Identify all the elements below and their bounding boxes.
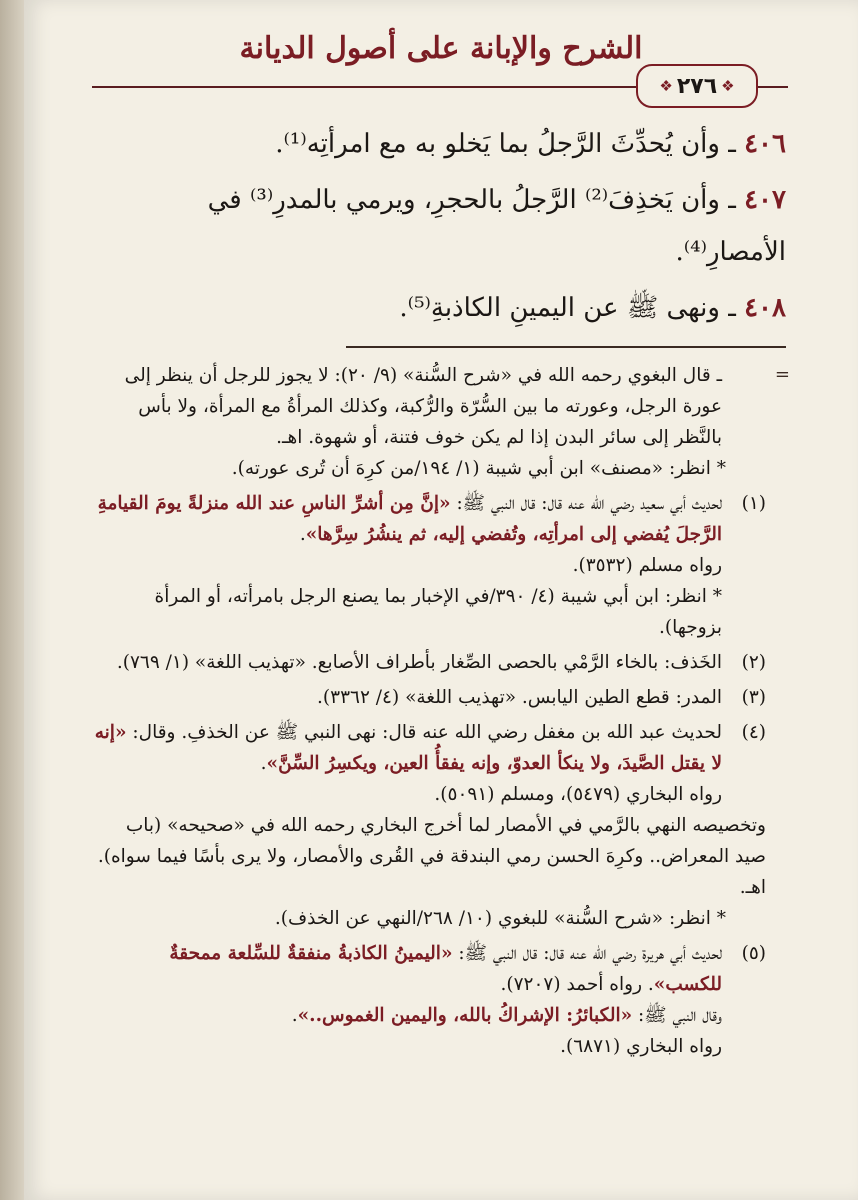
hadith-source: رواه البخاري (٦٨٧١). [560, 1036, 722, 1057]
clause-text: ـ وأن يَخذِفَ⁽²⁾ الرَّجلُ بالحجرِ، ويرمي بالمدرِ⁽³⁾ في الأمصارِ⁽⁴⁾. [207, 185, 786, 267]
footnotes [90, 360, 766, 1062]
footnote-hadith [90, 938, 722, 1000]
see-reference: * انظر: «مصنف» ابن أبي شيبة (١/ ١٩٤/من كرِهَ أن تُرى عورته). [231, 458, 726, 479]
footnote-number: (٣) [741, 687, 766, 708]
footnote-text: الخَذف: بالخاء الرَّمْي بالحصى الصِّغار بأطراف الأصابع. «تهذيب اللغة» (١/ ٧٦٩). [116, 652, 722, 673]
hadith-source: رواه البخاري (٥٤٧٩)، ومسلم (٥٠٩١). [434, 784, 722, 805]
hadith-quote: «إنه لا يقتل الصَّيدَ، ولا ينكأ العدوّ، وإنه يفقأُ العين، ويكسِرُ السِّنَّ» [94, 722, 722, 774]
page-number: ٢٧٦ [676, 73, 718, 99]
footnote-number: (١) [741, 493, 766, 514]
footnote-4-commentary: وتخصيصه النهي بالرَّمي في الأمصار لما أخرج البخاري رحمه الله في «صحيحه» (باب صيد المعراض.. وكرِهَ الحسن رمي البندقة في القُرى والأمصار، ولا يرى بأسًا فيما سواه). اهـ. [97, 815, 766, 898]
hadith-after: . [291, 1005, 298, 1026]
clause-407 [90, 174, 786, 278]
footnote-4 [90, 717, 766, 810]
clause-number: ٤٠٧ [744, 185, 786, 215]
footnote-number: (٥) [741, 943, 766, 964]
clause-number: ٤٠٦ [744, 129, 786, 159]
main-text [90, 118, 786, 338]
hadith-intro: لحديث أبي سعيد رضي الله عنه قال: قال النبي ﷺ: [450, 493, 722, 514]
see-reference: * انظر: ابن أبي شيبة (٤/ ٣٩٠/في الإخبار بما يصنع الرجل بامرأته، أو المرأة بزوجها). [154, 586, 722, 638]
footnote-number: (٢) [741, 652, 766, 673]
hadith-source: رواه مسلم (٣٥٣٢). [572, 555, 722, 576]
hadith-quote: «الكبائرُ: الإشراكُ بالله، واليمين الغموس..» [297, 1005, 633, 1026]
clause-number: ٤٠٨ [744, 293, 786, 323]
see-reference: * انظر: «شرح السُّنة» للبغوي (١٠/ ٢٦٨/النهي عن الخذف). [274, 908, 726, 929]
hadith-after: . [260, 753, 267, 774]
footnote-hadith [90, 717, 722, 779]
footnote-2 [90, 647, 766, 678]
hadith-quote: «إنَّ مِن أشرِّ الناسِ عند الله منزلةً يومَ القيامةِ الرَّجلَ يُفضي إلى امرأتِه، وتُفضي إليه، ثم ينشُرُ سِرَّها» [97, 493, 722, 545]
ornament-icon: ❖ [721, 77, 735, 95]
clause-text: ـ ونهى ﷺ عن اليمينِ الكاذبةِ⁽⁵⁾. [399, 293, 736, 323]
ornament-icon: ❖ [659, 77, 673, 95]
hadith-intro: لحديث عبد الله بن مغفل رضي الله عنه قال: نهى النبي ﷺ عن الخذفِ. وقال: [126, 722, 722, 743]
footnote-hadith [90, 488, 722, 550]
continued-note: ـ قال البغوي رحمه الله في «شرح السُّنة» (٩/ ٢٠): لا يجوز للرجل أن ينظر إلى عورة الرجل، وعورته ما بين السُّرّة والرُّكبة، وكذلك المرأةُ مع المرأة، ولا بأس بالنَّظر إلى سائر البدن إذا لم يكن خوف فتنة، أو شهوة. اهـ. [124, 365, 722, 448]
hadith-intro: وقال النبي ﷺ: [632, 1005, 722, 1026]
continuation-mark: = [774, 364, 790, 385]
footnote-3 [90, 682, 766, 713]
page-number-badge [636, 64, 758, 108]
clause-408 [90, 282, 786, 334]
clause-406 [90, 118, 786, 170]
hadith-intro: لحديث أبي هريرة رضي الله عنه قال: قال النبي ﷺ: [452, 943, 722, 964]
footnote-5 [90, 938, 766, 1062]
clause-text: ـ وأن يُحدِّثَ الرَّجلُ بما يَخلو به مع امرأتِه⁽¹⁾. [275, 129, 736, 159]
running-title: الشرح والإبانة على أصول الديانة [239, 31, 643, 66]
book-page [24, 0, 858, 1200]
footnote-text: المدر: قطع الطين اليابس. «تهذيب اللغة» (٤/ ٣٣٦٢). [317, 687, 722, 708]
footnote-separator [346, 346, 786, 348]
footnote-number: (٤) [741, 722, 766, 743]
book-gutter [0, 0, 24, 1200]
footnote-1 [90, 488, 766, 643]
hadith-after: . رواه أحمد (٧٢٠٧). [500, 974, 654, 995]
footnote-hadith [90, 1000, 722, 1031]
hadith-quote: «اليمينُ الكاذبةُ منفقةٌ للسِّلعة ممحقةٌ للكسب» [169, 943, 722, 995]
hadith-after: . [299, 524, 306, 545]
